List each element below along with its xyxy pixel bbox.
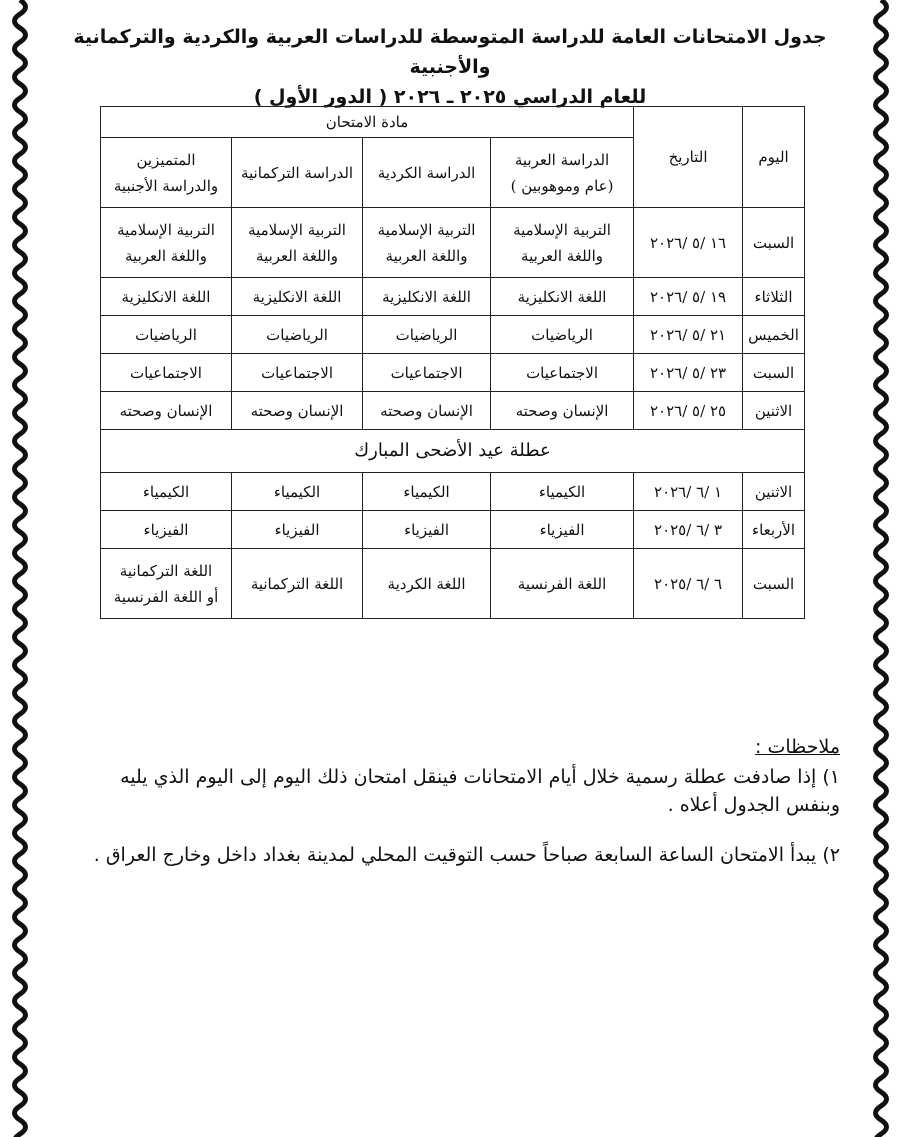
schedule-row <box>101 354 805 392</box>
cell-distinguished-line: أو اللغة الفرنسية <box>113 587 219 606</box>
cell-kurdish <box>363 354 491 392</box>
cell-distinguished <box>101 208 232 278</box>
cell-arabic-line: اللغة الانكليزية <box>517 287 607 306</box>
cell-kurdish <box>363 549 491 619</box>
cell-arabic <box>491 354 634 392</box>
cell-turkmen-line: الرياضيات <box>266 325 328 344</box>
cell-arabic-line: الاجتماعيات <box>526 363 598 382</box>
cell-kurdish-line: الفيزياء <box>404 520 449 539</box>
cell-kurdish-line: الرياضيات <box>395 325 458 344</box>
cell-arabic <box>491 511 634 549</box>
cell-day: السبت <box>743 354 805 392</box>
cell-distinguished-line: اللغة التركمانية <box>119 561 213 580</box>
cell-kurdish-line: الاجتماعيات <box>390 363 463 382</box>
title-line-2: للعام الدراسي ٢٠٢٥ ـ ٢٠٢٦ ( الدور الأول ) <box>253 86 647 108</box>
schedule-row <box>101 511 805 549</box>
schedule-row <box>101 316 805 354</box>
header-distinguished-line-2: والدراسة الأجنبية <box>113 176 219 195</box>
cell-distinguished-line: التربية الإسلامية <box>117 220 215 239</box>
cell-arabic <box>491 278 634 316</box>
document-page <box>40 0 860 1137</box>
header-arabic-line-1: الدراسة العربية <box>514 150 610 169</box>
cell-turkmen-line: الاجتماعيات <box>261 363 333 382</box>
schedule-row <box>101 278 805 316</box>
cell-turkmen-line: اللغة التركمانية <box>250 574 344 593</box>
cell-day: الاثنين <box>743 473 805 511</box>
note-1: ١) إذا صادفت عطلة رسمية خلال أيام الامتحانات فينقل امتحان ذلك اليوم إلى اليوم الذي يليه وبنفس الجدول أعلاه . <box>120 766 840 816</box>
cell-date: ١٩ /٥ /٢٠٢٦ <box>634 278 743 316</box>
cell-date: ١٦ /٥ /٢٠٢٦ <box>634 208 743 278</box>
notes-section <box>80 733 840 891</box>
header-subject-group: مادة الامتحان <box>101 107 634 138</box>
cell-distinguished-line: الرياضيات <box>135 325 197 344</box>
cell-distinguished <box>101 316 232 354</box>
cell-kurdish <box>363 392 491 430</box>
note-2: ٢) يبدأ الامتحان الساعة السابعة صباحاً حسب التوقيت المحلي لمدينة بغداد داخل وخارج العراق . <box>93 844 840 866</box>
cell-day: الخميس <box>743 316 805 354</box>
cell-date: ٢١ /٥ /٢٠٢٦ <box>634 316 743 354</box>
cell-arabic-line: اللغة الفرنسية <box>517 574 607 593</box>
cell-turkmen <box>232 549 363 619</box>
cell-kurdish-line: الكيمياء <box>403 482 450 501</box>
cell-kurdish <box>363 278 491 316</box>
header-arabic <box>491 138 634 208</box>
header-row-1 <box>101 107 805 138</box>
cell-arabic-line: الرياضيات <box>531 325 593 344</box>
cell-date: ٣ /٦ /٢٠٢٥ <box>634 511 743 549</box>
cell-turkmen-line: واللغة العربية <box>256 246 339 265</box>
cell-turkmen-line: التربية الإسلامية <box>248 220 346 239</box>
cell-day: السبت <box>743 549 805 619</box>
cell-turkmen <box>232 278 363 316</box>
schedule-row <box>101 208 805 278</box>
cell-arabic <box>491 473 634 511</box>
header-date: التاريخ <box>634 107 743 208</box>
cell-turkmen-line: اللغة الانكليزية <box>252 287 342 306</box>
exam-schedule-table <box>100 106 805 619</box>
cell-distinguished <box>101 473 232 511</box>
cell-day: الأربعاء <box>743 511 805 549</box>
title-line-1: جدول الامتحانات العامة للدراسة المتوسطة للدراسات العربية والكردية والتركمانية والأجنبية <box>73 26 827 78</box>
cell-distinguished <box>101 278 232 316</box>
cell-distinguished <box>101 392 232 430</box>
cell-turkmen-line: الفيزياء <box>274 520 320 539</box>
holiday-label: عطلة عيد الأضحى المبارك <box>101 430 805 473</box>
cell-distinguished-line: الفيزياء <box>143 520 189 539</box>
cell-arabic <box>491 392 634 430</box>
header-day: اليوم <box>743 107 805 208</box>
header-distinguished <box>101 138 232 208</box>
cell-arabic <box>491 549 634 619</box>
cell-day: الثلاثاء <box>743 278 805 316</box>
header-arabic-line-2: (عام وموهوبين ) <box>510 176 614 195</box>
header-turkmen: الدراسة التركمانية <box>232 138 363 208</box>
cell-turkmen <box>232 354 363 392</box>
cell-arabic-line: الكيمياء <box>538 482 586 501</box>
cell-date: ١ /٦ /٢٠٢٦ <box>634 473 743 511</box>
cell-distinguished-line: الإنسان وصحته <box>119 401 213 420</box>
cell-distinguished <box>101 511 232 549</box>
decorative-border-left <box>5 0 35 1137</box>
schedule-row <box>101 473 805 511</box>
document-title <box>40 22 860 112</box>
schedule-row <box>101 392 805 430</box>
cell-distinguished-line: الكيمياء <box>142 482 190 501</box>
cell-turkmen <box>232 208 363 278</box>
cell-day: الاثنين <box>743 392 805 430</box>
cell-arabic-line: واللغة العربية <box>521 246 604 265</box>
holiday-row <box>101 430 805 473</box>
header-kurdish: الدراسة الكردية <box>363 138 491 208</box>
cell-date: ٢٥ /٥ /٢٠٢٦ <box>634 392 743 430</box>
cell-distinguished <box>101 354 232 392</box>
cell-kurdish-line: واللغة العربية <box>385 246 468 265</box>
header-distinguished-line-1: المتميزين <box>136 150 196 169</box>
cell-turkmen <box>232 511 363 549</box>
notes-title: ملاحظات : <box>755 736 840 758</box>
cell-kurdish-line: اللغة الانكليزية <box>382 287 471 306</box>
cell-kurdish <box>363 208 491 278</box>
cell-turkmen <box>232 473 363 511</box>
cell-distinguished-line: اللغة الانكليزية <box>121 287 211 306</box>
cell-date: ٦ /٦ /٢٠٢٥ <box>634 549 743 619</box>
cell-kurdish <box>363 316 491 354</box>
cell-distinguished <box>101 549 232 619</box>
cell-distinguished-line: واللغة العربية <box>125 246 208 265</box>
cell-kurdish-line: اللغة الكردية <box>387 574 466 593</box>
cell-day: السبت <box>743 208 805 278</box>
cell-arabic <box>491 316 634 354</box>
decorative-border-right <box>866 0 896 1137</box>
cell-arabic-line: الإنسان وصحته <box>515 401 609 420</box>
cell-date: ٢٣ /٥ /٢٠٢٦ <box>634 354 743 392</box>
cell-turkmen <box>232 316 363 354</box>
cell-kurdish <box>363 511 491 549</box>
cell-arabic-line: الفيزياء <box>539 520 585 539</box>
cell-turkmen-line: الكيمياء <box>273 482 321 501</box>
cell-distinguished-line: الاجتماعيات <box>130 363 202 382</box>
schedule-row <box>101 549 805 619</box>
cell-turkmen-line: الإنسان وصحته <box>250 401 344 420</box>
cell-arabic <box>491 208 634 278</box>
cell-kurdish-line: التربية الإسلامية <box>377 220 476 239</box>
cell-turkmen <box>232 392 363 430</box>
cell-kurdish <box>363 473 491 511</box>
cell-kurdish-line: الإنسان وصحته <box>380 401 473 420</box>
cell-arabic-line: التربية الإسلامية <box>513 220 611 239</box>
